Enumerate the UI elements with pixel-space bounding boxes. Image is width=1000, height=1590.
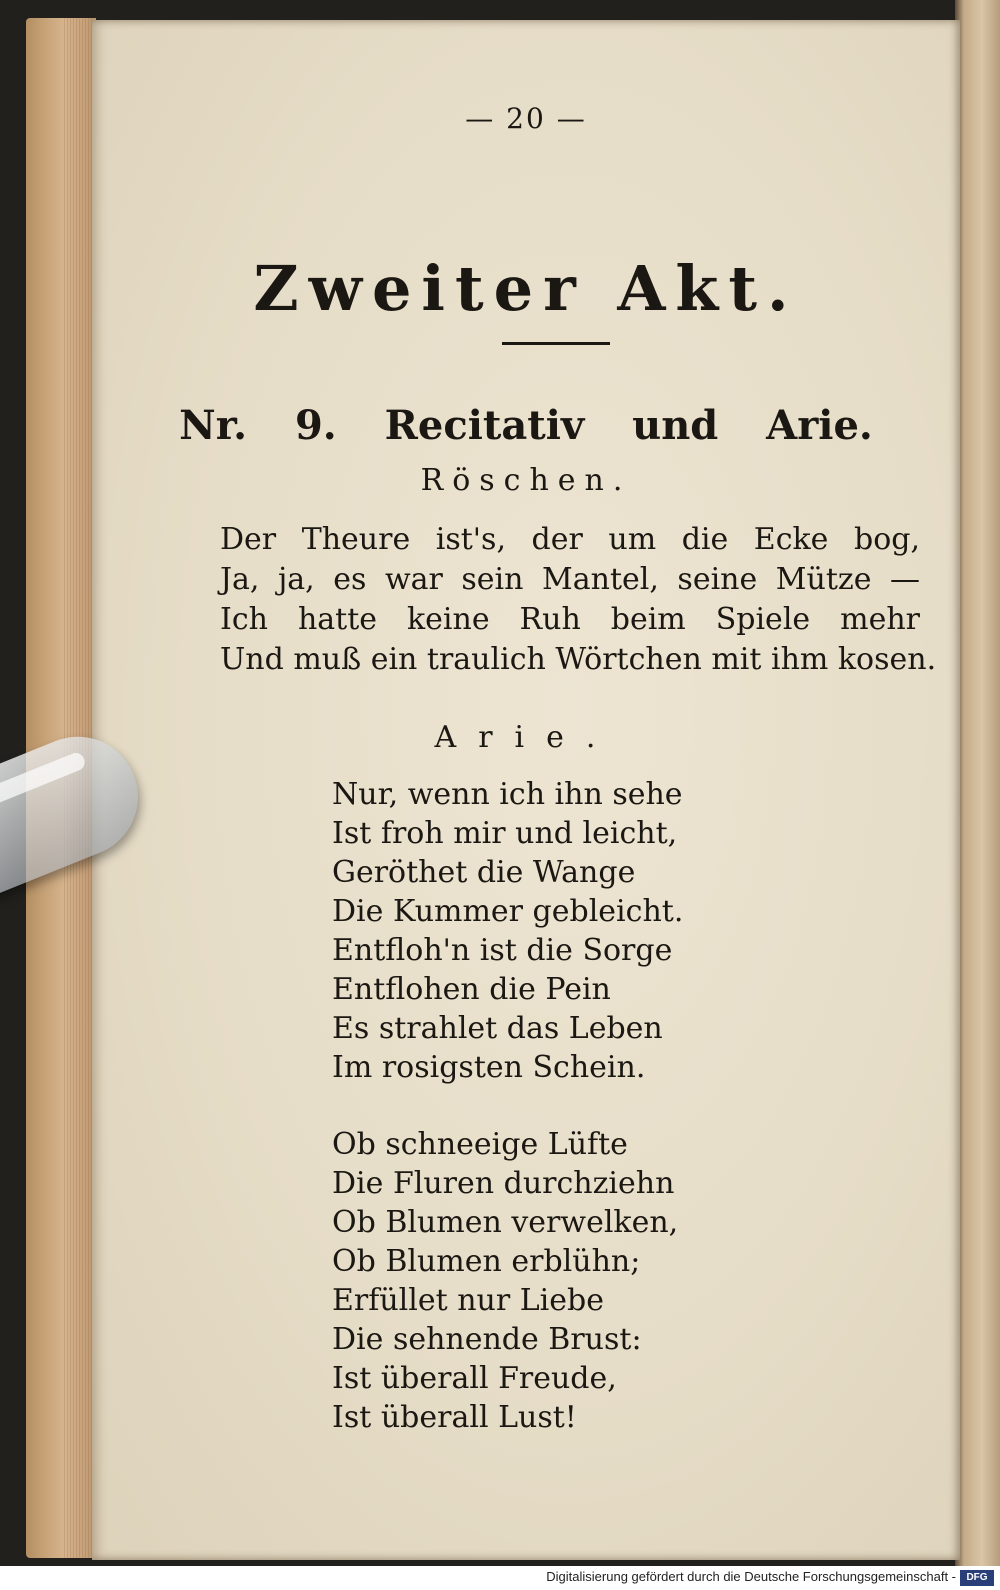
recitativ-line: Der Theure ist's, der um die Ecke bog, [220,522,920,557]
recitativ-text [220,520,937,680]
recitativ-line: Und muß ein traulich Wörtchen mit ihm kosen. [220,642,937,677]
title-divider-rule [502,342,610,345]
speaker-name: Röschen. [420,463,632,498]
verse-line: Die Kummer gebleicht. [332,894,684,929]
verse-line: Ist überall Lust! [332,1400,577,1435]
aria-heading: Arie. [434,720,618,755]
verse-line: Ob schneeige Lüfte [332,1127,628,1162]
act-title: Zweiter Akt. [253,252,799,325]
aria-stanza-2 [332,1125,752,1437]
number-heading: Nr. 9. Recitativ und Arie. [179,402,873,449]
recitativ-line: Ich hatte keine Ruh beim Spiele mehr [220,602,920,637]
verse-line: Ob Blumen verwelken, [332,1205,679,1240]
verse-line: Erfüllet nur Liebe [332,1283,604,1318]
verse-line: Ob Blumen erblühn; [332,1244,641,1279]
verse-line: Die Fluren durchziehn [332,1166,675,1201]
verse-line: Geröthet die Wange [332,855,636,890]
verse-line: Die sehnende Brust: [332,1322,642,1357]
verse-line: Nur, wenn ich ihn sehe [332,777,683,812]
verse-line: Entfloh'n ist die Sorge [332,933,673,968]
verse-line: Ist froh mir und leicht, [332,816,678,851]
verse-line: Ist überall Freude, [332,1361,617,1396]
verse-line: Entflohen die Pein [332,972,611,1007]
verse-line: Es strahlet das Leben [332,1011,663,1046]
verse-line: Im rosigsten Schein. [332,1050,646,1085]
digitization-footer [0,1566,1000,1590]
aria-stanza-1 [332,775,752,1087]
book-page-edges-right [955,0,1000,1590]
funding-credit: Digitalisierung gefördert durch die Deutsche Forschungsgemeinschaft - [546,1569,956,1584]
recitativ-line: Ja, ja, es war sein Mantel, seine Mütze — [220,562,920,597]
dfg-logo-icon: DFG [960,1570,994,1586]
page-number: — 20 — [465,102,587,135]
book-page [92,20,960,1560]
